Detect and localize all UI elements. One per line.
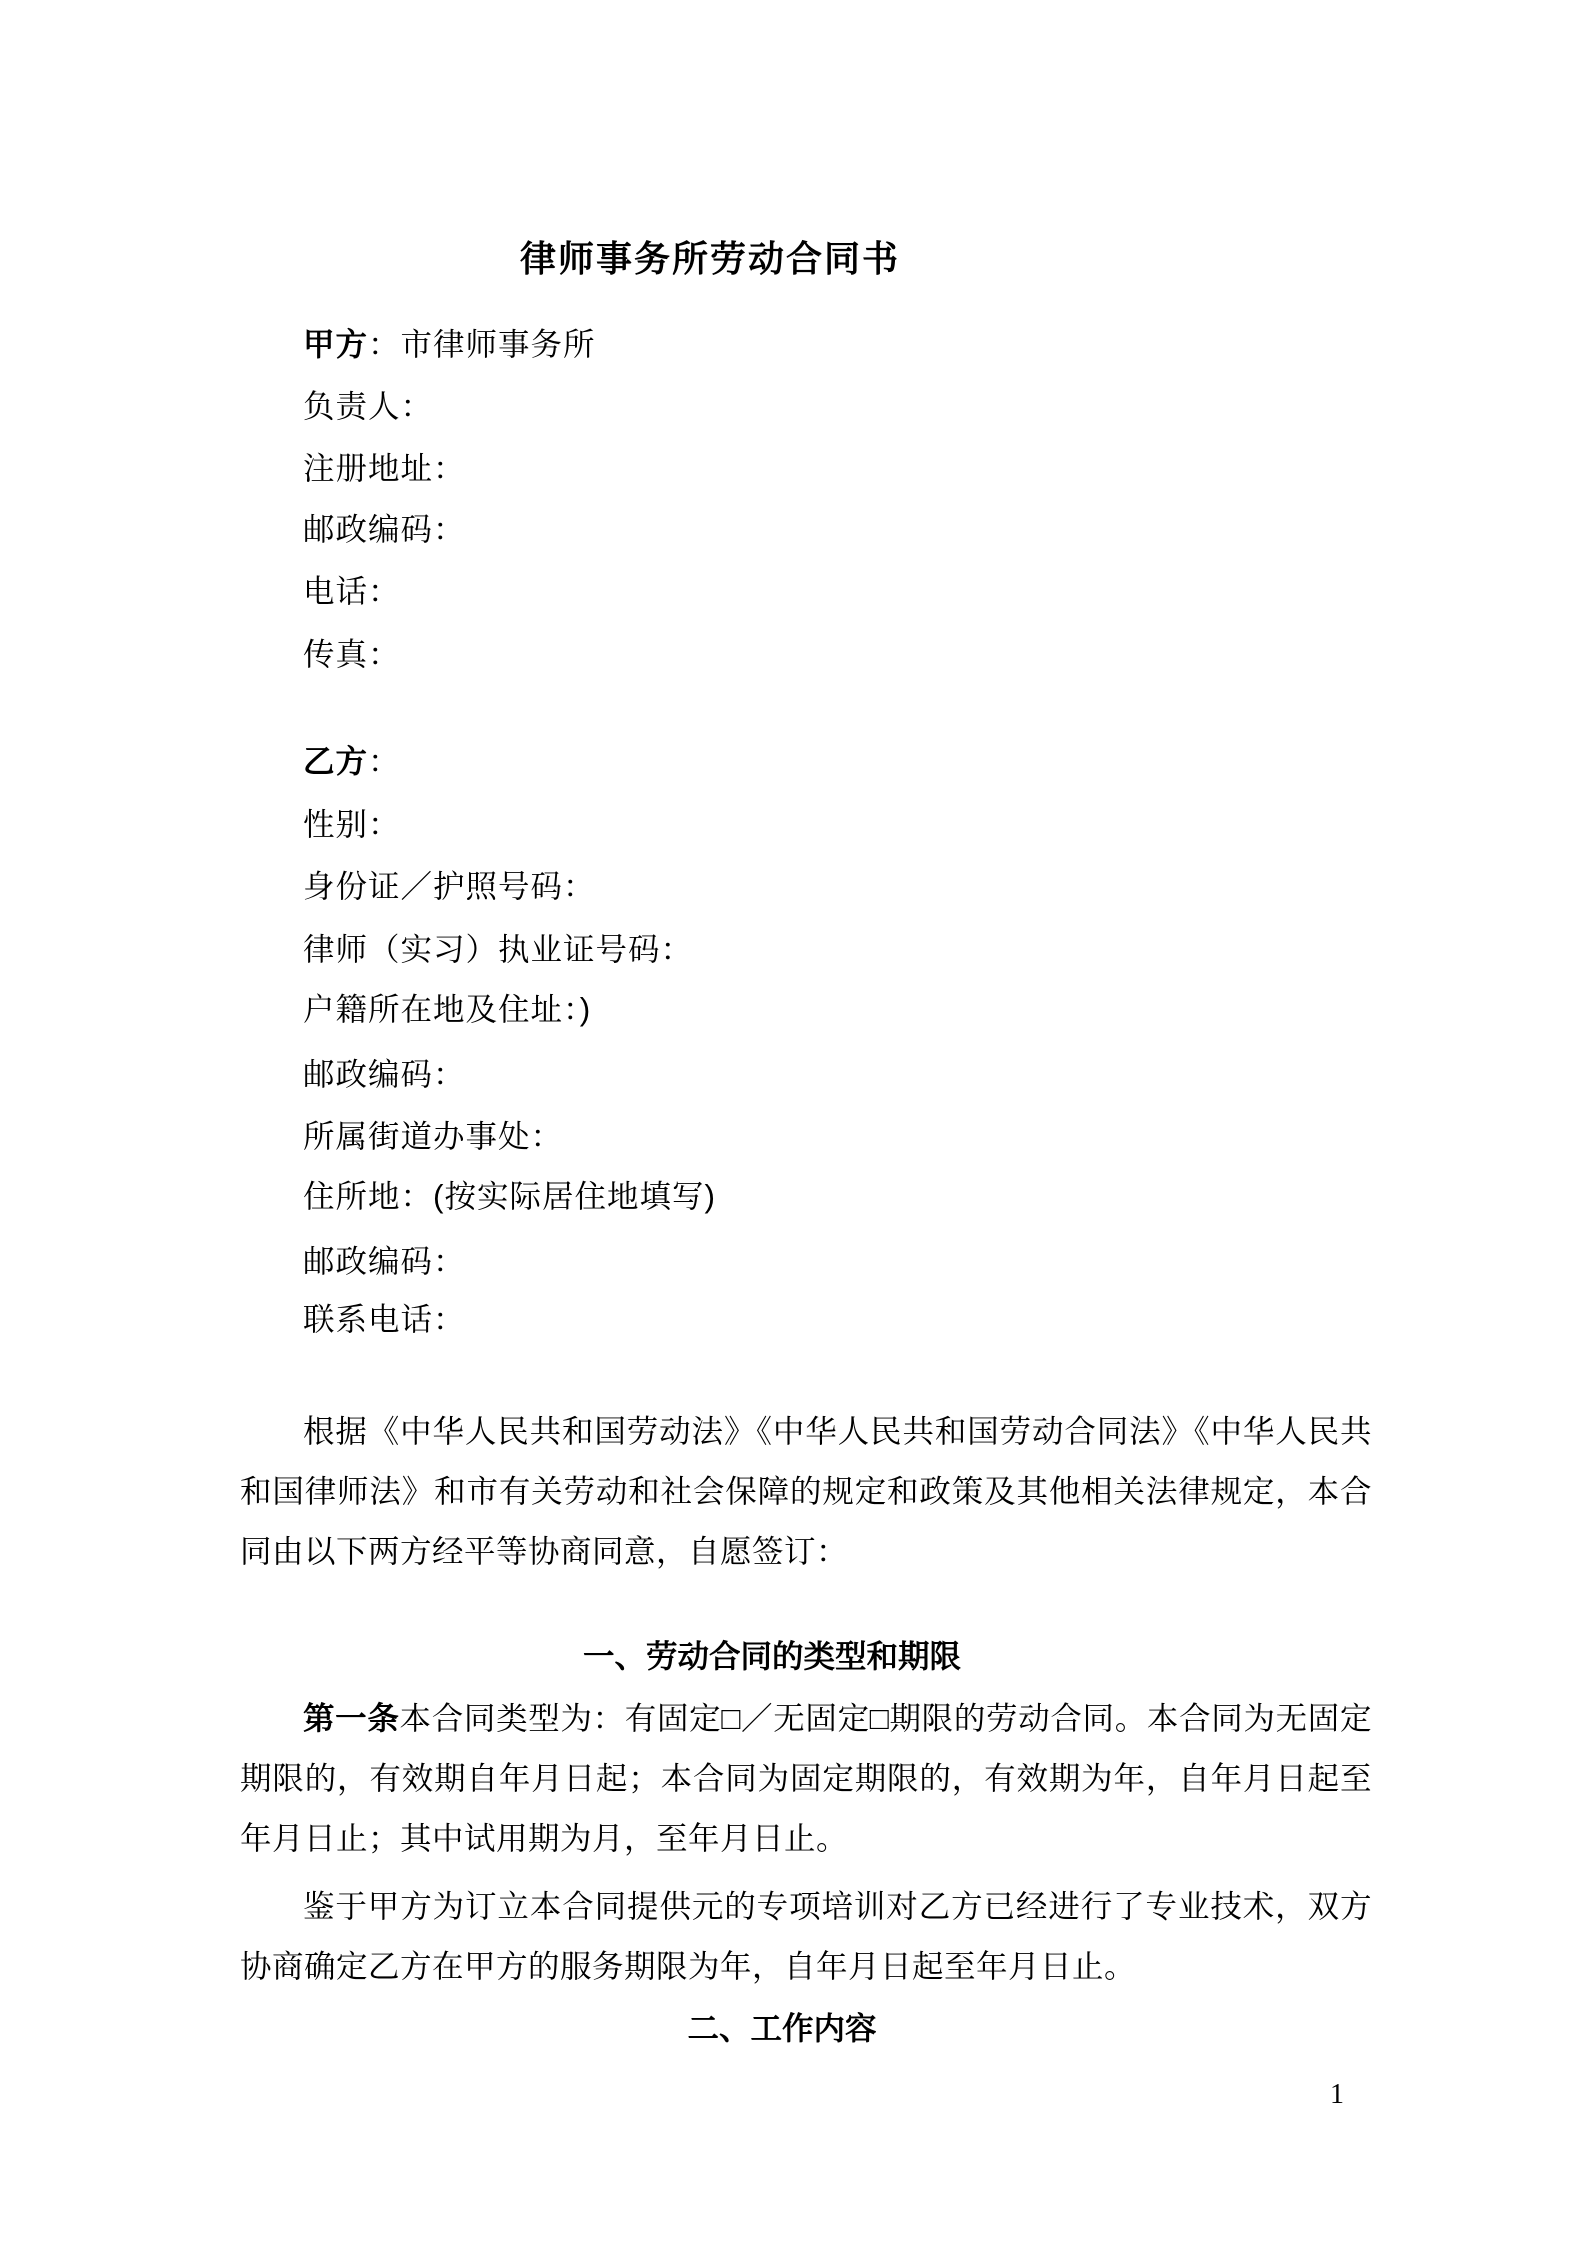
party-a-field-responsible: 负责人： xyxy=(303,388,434,424)
party-a-label: 甲方 xyxy=(303,326,369,362)
party-b-field-gender: 性别： xyxy=(303,806,401,842)
party-a-field-fax: 传真： xyxy=(303,636,401,672)
article-1-paragraph xyxy=(240,1688,1372,1868)
party-b-field-postcode-2: 邮政编码： xyxy=(303,1243,466,1279)
party-a-value: ：市律师事务所 xyxy=(368,326,596,362)
training-paragraph: 鉴于甲方为订立本合同提供元的专项培训对乙方已经进行了专业技术，双方协商确定乙方在甲方的服务期限为年，自年月日起至年月日止。 xyxy=(240,1888,1372,1984)
party-a-line xyxy=(303,313,596,375)
page-number: 1 xyxy=(1330,2079,1344,2110)
party-b-field-contact-phone: 联系电话： xyxy=(303,1301,466,1337)
party-a-field-phone: 电话： xyxy=(303,573,401,609)
party-a-field-registered-address: 注册地址： xyxy=(303,450,466,486)
party-b-field-postcode-1: 邮政编码： xyxy=(303,1056,466,1092)
article-1-text: 本合同类型为：有固定□／无固定□期限的劳动合同。本合同为无固定期限的，有效期自年月日起；本合同为固定期限的，有效期为年，自年月日起至年月日止；其中试用期为月，至年月日止。 xyxy=(240,1700,1372,1856)
section-1-heading: 一、劳动合同的类型和期限 xyxy=(582,1638,961,1674)
party-b-line xyxy=(303,730,401,792)
party-a-field-postcode: 邮政编码： xyxy=(303,511,466,547)
party-b-value: ： xyxy=(368,743,401,779)
party-b-field-subdistrict-office: 所属街道办事处： xyxy=(303,1118,564,1154)
section-2-heading: 二、工作内容 xyxy=(687,2010,877,2046)
party-b-field-lawyer-license: 律师（实习）执业证号码： xyxy=(303,931,694,967)
party-b-label: 乙方 xyxy=(303,743,369,779)
document-title: 律师事务所劳动合同书 xyxy=(519,238,900,279)
article-1-label: 第一条 xyxy=(303,1700,400,1736)
party-b-field-household-address: 户籍所在地及住址：) xyxy=(303,991,592,1027)
party-b-field-residence: 住所地：(按实际居住地填写) xyxy=(303,1178,716,1214)
preamble-paragraph: 根据《中华人民共和国劳动法》《中华人民共和国劳动合同法》《中华人民共和国律师法》和市有关劳动和社会保障的规定和政策及其他相关法律规定，本合同由以下两方经平等协商同意，自愿签订： xyxy=(240,1413,1372,1569)
party-b-field-id-passport: 身份证／护照号码： xyxy=(303,868,596,904)
